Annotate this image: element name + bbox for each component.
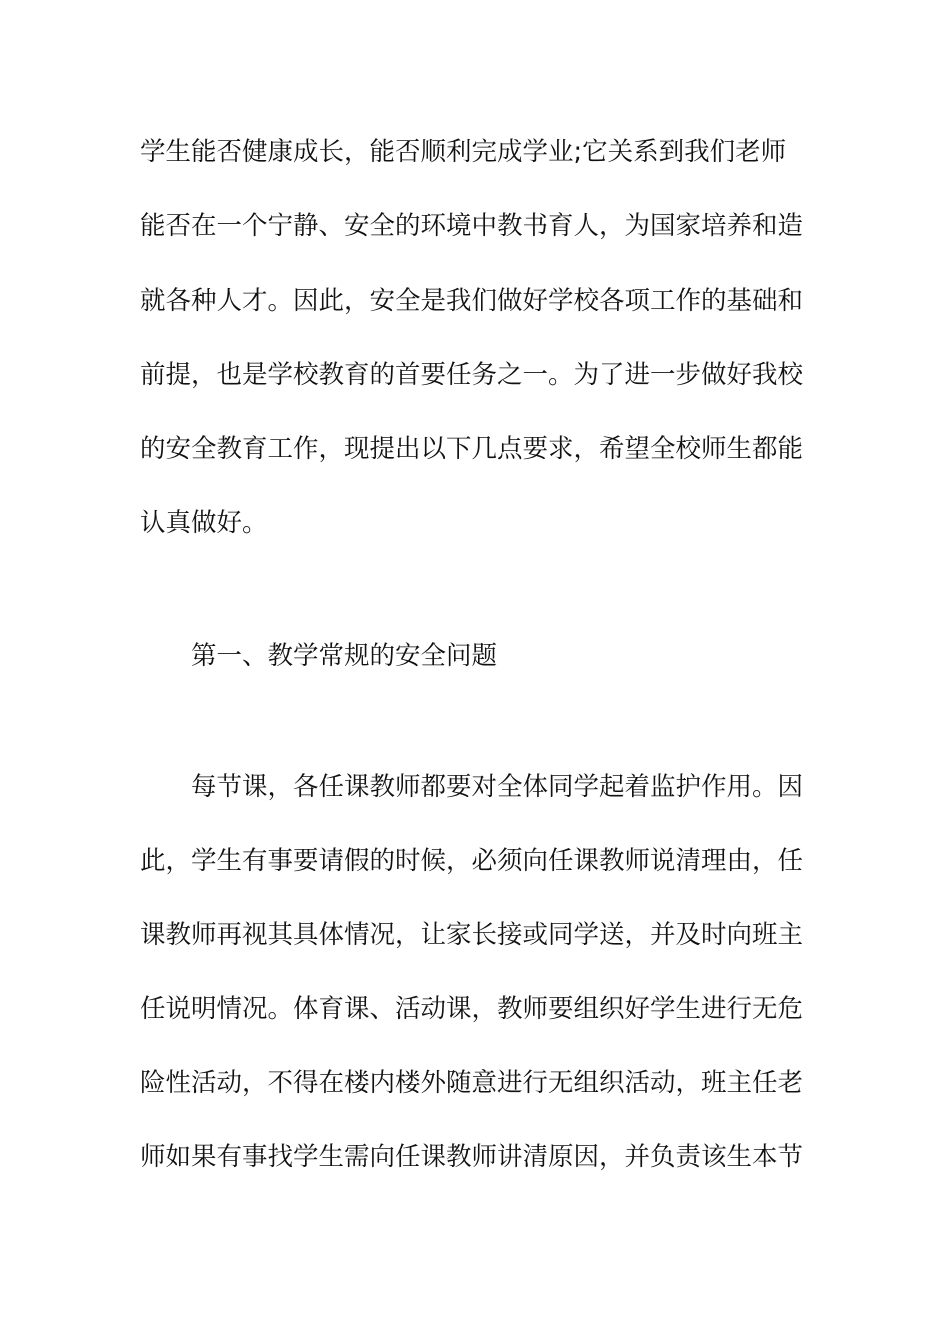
paragraph-line: 此，学生有事要请假的时候，必须向任课教师说清理由，任 bbox=[140, 846, 804, 876]
section-heading: 第一、教学常规的安全问题 bbox=[191, 641, 498, 671]
paragraph-line: 就各种人才。因此，安全是我们做好学校各项工作的基础和 bbox=[140, 286, 804, 316]
paragraph-line: 能否在一个宁静、安全的环境中教书育人，为国家培养和造 bbox=[140, 211, 804, 241]
paragraph-line: 前提，也是学校教育的首要任务之一。为了进一步做好我校 bbox=[140, 360, 804, 390]
paragraph-line: 每节课，各任课教师都要对全体同学起着监护作用。因 bbox=[191, 772, 804, 802]
paragraph-line: 学生能否健康成长，能否顺利完成学业;它关系到我们老师 bbox=[140, 137, 787, 167]
paragraph-line: 课教师再视其具体情况，让家长接或同学送，并及时向班主 bbox=[140, 920, 804, 950]
paragraph-line: 任说明情况。体育课、活动课，教师要组织好学生进行无危 bbox=[140, 994, 804, 1024]
paragraph-line: 认真做好。 bbox=[140, 508, 268, 538]
paragraph-line: 的安全教育工作，现提出以下几点要求，希望全校师生都能 bbox=[140, 434, 804, 464]
paragraph-line: 师如果有事找学生需向任课教师讲清原因，并负责该生本节 bbox=[140, 1142, 804, 1172]
paragraph-line: 险性活动，不得在楼内楼外随意进行无组织活动，班主任老 bbox=[140, 1068, 804, 1098]
